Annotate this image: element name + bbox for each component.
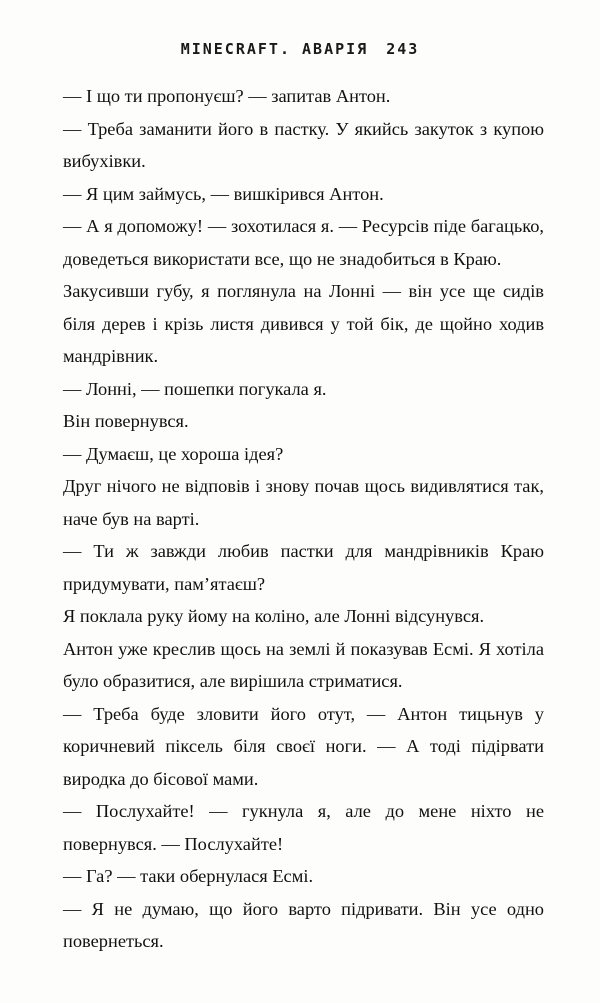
page-number: 243: [386, 40, 420, 58]
book-title: MINECRAFT. АВАРІЯ: [180, 40, 369, 58]
paragraph: — Ти ж завжди любив пастки для мандрівників Краю придумувати, пам’ятаєш?: [63, 541, 544, 594]
paragraph: — Треба заманити його в пастку. У якийсь закуток з купою вибухівки.: [63, 118, 544, 171]
running-header: [0, 40, 600, 58]
paragraph: — Я цим займусь, — вишкірився Антон.: [63, 183, 384, 204]
paragraph: — А я допоможу! — зохотилася я. — Ресурсів піде багацько, доведеться використати все, що не знадобиться в Краю.: [63, 216, 544, 269]
paragraph: — Треба буде зловити його отут, — Антон тицьнув у коричневий піксель біля своєї ноги. — А тоді підірвати виродка до бісової мами.: [63, 703, 544, 789]
body-text: [63, 80, 544, 958]
paragraph: — Я не думаю, що його варто підривати. Він усе одно повернеться.: [63, 898, 544, 951]
paragraph: — Думаєш, це хороша ідея?: [63, 443, 284, 464]
paragraph: — Га? — таки обернулася Есмі.: [63, 866, 314, 886]
paragraph: — Лонні, — пошепки погукала я.: [63, 378, 327, 399]
paragraph: — Послухайте! — гукнула я, але до мене ніхто не повернувся. — Послухайте!: [63, 801, 544, 854]
paragraph: Закусивши губу, я поглянула на Лонні — він усе ще сидів біля дерев і крізь листя дивився у той бік, де щойно ходив мандрівник.: [63, 281, 544, 366]
paragraph: Він повернувся.: [63, 411, 189, 431]
paragraph: Антон уже креслив щось на землі й показував Есмі. Я хотіла було образитися, але вирішила стриматися.: [63, 638, 544, 691]
paragraph: Я поклала руку йому на коліно, але Лонні відсунувся.: [63, 606, 485, 626]
paragraph: Друг нічого не відповів і знову почав щось видивлятися так, наче був на варті.: [63, 476, 544, 529]
paragraph: — І що ти пропонуєш? — запитав Антон.: [63, 86, 391, 106]
